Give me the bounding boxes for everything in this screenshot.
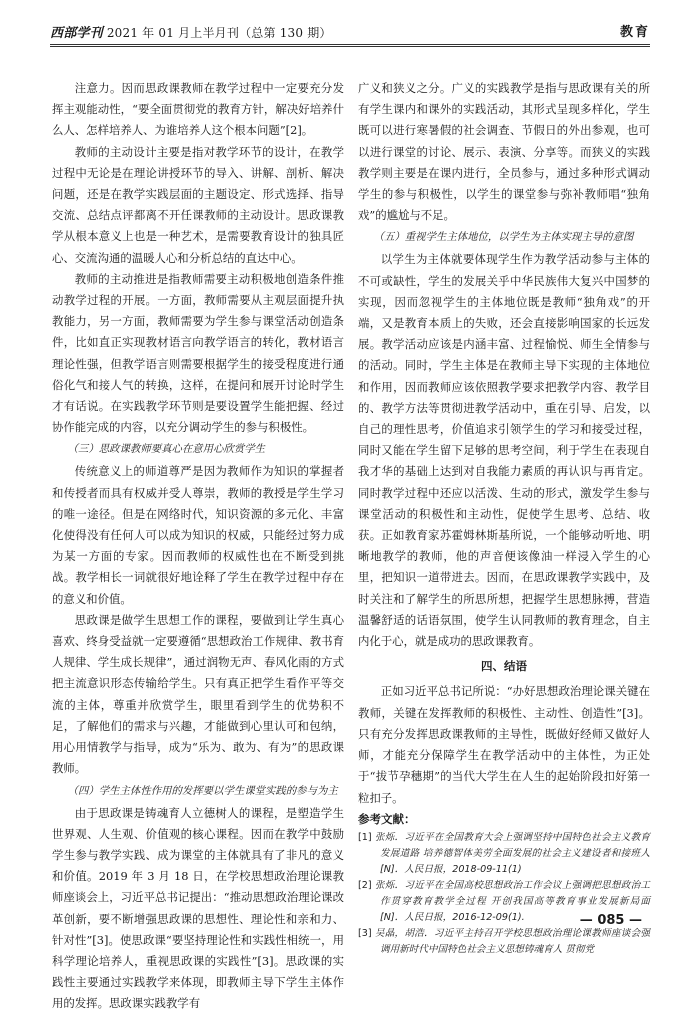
paragraph: 以学生为主体就要体现学生作为教学活动参与主体的不可或缺性，学生的发展关乎中华民族伟大复兴中国梦的实现，因而忽视学生的主体地位既是教师“独角戏”的开端，又是教育本质上的失败，还会直接影响国家的长远发展。教学活动应该是内涵丰富、过程愉悦、师生全情参与的活动。同时，学生主体是在教师主导下实现的主体地位和作用，因而教师应该依照教学要求把教学内容、教学目的、教学方法等贯彻进教学活动中，重在引导、启发，以自己的理性思考，价值追求引领学生的学习和接受过程，同时又能在学生留下足够的思考空间，利于学生在表现自我才华的基础上达到对自我能力素质的再认识与再肯定。同时教学过程中还应以活泼、生动的形式，激发学生参与课堂活动的积极性和主动性，促使学生思考、总结、收获。正如教育家苏霍姆林斯基所说，一个能够动听地、明晰地教学的教师，他的声音便该像油一样浸入学生的心里，把知识一道带进去。因而，在思政课教学实践中，及时关注和了解学生的所思所想，把握学生思想脉搏，营造温馨舒适的话语氛围，使学生认同教师的教育理念，自主内化于心，就是成功的思政课教育。 [358,252,650,649]
journal-name: 西部学刊 [50,26,103,41]
paragraph: 注意力。因而思政课教师在教学过程中一定要充分发挥主观能动性，“要全面贯彻党的教育方针，解决好培养什么人、怎样培养人、为谁培养人这个根本问题”[2]。 [52,81,344,138]
paragraph: 传统意义上的师道尊严是因为教师作为知识的掌握者和传授者而具有权威并受人尊崇，教师的教授是学生学习的唯一途径。但是在网络时代，知识资源的多元化、丰富化使得没有任何人可以成为知识的权威，只能经过努力成为某一方面的专家。因而教师的权威性也在不断受到挑战。教学相长一词就很好地诠释了学生在教学过程中存在的意义和价值。 [52,464,344,606]
paragraph: 教师的主动推进是指教师需要主动积极地创造条件推动教学过程的开展。一方面，教师需要从主观层面提升执教能力，另一方面，教师需要为学生参与课堂活动创造条件，比如直正实现教材语言向教学语言的转化，教材语言理论性强，但教学语言则需要根据学生的接受程度进行通俗化气和接人气的转换，这样，在提问和展开讨论时学生才有话说。在实践教学环节则是要设置学生能把握、经过协作能完成的内容，以充分调动学生的参与积极性。 [52,271,344,435]
reference-text: 张烁．习近平在全国教育大会上强调坚持中国特色社会主义教育发展道路 培养德智体美劳全面发展的社会主义建设者和接班人 [N]．人民日报，2018-09-11(1) [374,831,650,875]
reference-number: [1] [358,831,372,843]
subsection-heading: （三）思政课教师要真心在意用心欣赏学生 [67,443,266,456]
reference-text: 张烁．习近平在全国高校思想政治工作会议上强调把思想政治工作贯穿教育教学全过程 开创我国高等教育事业发展新局面 [N]．人民日报，2016-12-09(1). [374,879,650,923]
reference-number: [2] [358,879,372,891]
journal-header [50,22,332,41]
reference-number: [3] [358,927,372,939]
paragraph: 正如习近平总书记所说：“办好思想政治理论课关键在教师，关键在发挥教师的积极性、主动性、创造性”[3]。只有充分发挥思政课教师的主导性，既做好经师又做好人师，才能充分保障学生在教学活动中的主体性，为正处于“拔节孕穗期”的当代大学生在人生的起始阶段扣好第一粒扣子。 [358,684,650,805]
header-rule-thin [50,46,650,47]
page-header [50,20,650,42]
reference-item [358,926,650,958]
paragraph: 思政课是做学生思想工作的课程，要做到让学生真心喜欢、终身受益就一定要遵循“思想政治工作规律、教书育人规律、学生成长规律”，通过润物无声、春风化雨的方式把主流意识形态传输给学生。只有真正把学生看作平等交流的主体，尊重并欣赏学生，眼里看到学生的优势积不足，了解他们的需求与兴趣，才能做到心里认可和包纳，用心用情教学与指导，成为“乐为、敢为、有为”的思政课教师。 [52,612,344,776]
paragraph: 教师的主动设计主要是指对教学环节的设计，在教学过程中无论是在理论讲授环节的导入、讲解、剖析、解决问题，还是在教学实践层面的主题设定、形式选择、指导交流、总结点评都离不开任课教师的主动设计。思政课教学从根本意义上也是一种艺术，是需要教育设计的独具匠心、交流沟通的温暖人心和分析总结的直达中心。 [52,144,344,265]
subsection-heading: （四）学生主体性作用的发挥要以学生课堂实践的参与为主 [67,784,338,797]
section-heading: 四、结语 [481,659,527,674]
left-column [52,78,344,1015]
paragraph: 广义和狭义之分。广义的实践教学是指与思政课有关的所有学生课内和课外的实践活动，其形式呈现多样化，学生既可以进行寒暑假的社会调查、节假日的外出参观，也可以进行课堂的讨论、展示、表演、分享等。而狭义的实践教学则主要是在课内进行，全员参与，通过多种形式调动学生的参与积极性，以学生的课堂参与弥补教师唱“独角戏”的尴尬与不足。 [358,81,650,223]
subsection-heading: （五）重视学生主体地位，以学生为主体实现主导的意图 [373,231,634,244]
issue-info: 2021 年 01 月上半月刊（总第 130 期） [106,26,332,40]
references-title: 参考文献： [358,811,416,826]
reference-text: 吴晶，胡浩．习近平主持召开学校思想政治理论课教师座谈会强调用新时代中国特色社会主义思想铸魂育人 贯彻党 [374,927,650,955]
page-number: — 085 — [579,913,642,928]
reference-item [358,830,650,878]
header-rule [50,44,650,45]
paragraph: 由于思政课是铸魂育人立德树人的课程，是塑造学生世界观、人生观、价值观的核心课程。因而在教学中鼓励学生参与教学实践、成为课堂的主体就具有了非凡的意义和价值。2019 年 3 月 18 日，在学校思想政治理论课教师座谈会上，习近平总书记提出：“推动思想政治理论课改革创新，要不断增强思政课的思想性、理论性和亲和力、针对性”[3]。使思政课“要坚持理论性和实践性相统一，用科学理论培养人，重视思政课的实践性”[3]。思政课的实践性主要通过实践教学来体现，即教师主导下学生主体作用的发挥。思政课实践教学有 [52,805,344,1011]
right-column [358,78,650,958]
section-label: 教育 [619,25,650,40]
